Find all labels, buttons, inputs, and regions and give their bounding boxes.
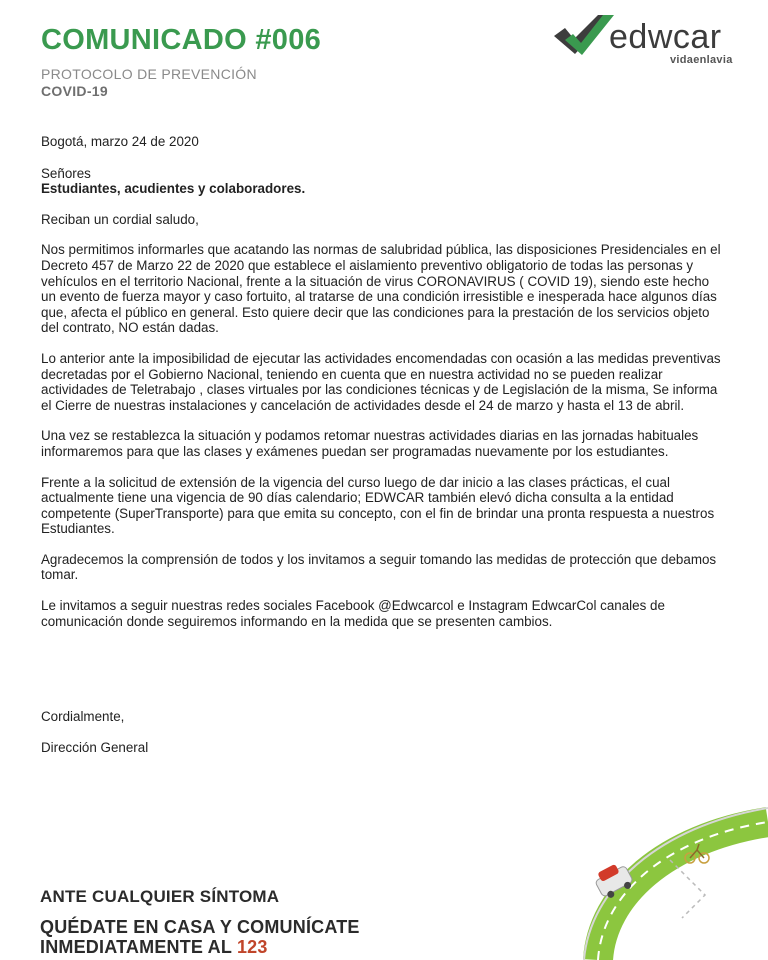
logo-name: edwcar <box>609 18 722 56</box>
signature: Dirección General <box>41 740 149 755</box>
paragraph-4: Frente a la solicitud de extensión de la vigencia del curso luego de dar inicio a las clases prácticas, el cual actualmente tiene una vigencia de 90 días calendario; EDWCAR también elevó dicha consulta a la entidad competente (SuperTransporte) para que emita su concepto, con el fin de brindar una pronta respuesta a nuestros Estudiantes. <box>41 474 715 537</box>
logo-tagline: vidaenlavia <box>670 54 733 66</box>
page-title: COMUNICADO #006 <box>41 24 322 56</box>
recipients: Estudiantes, acudientes y colaboradores. <box>41 181 306 197</box>
letter-date: Bogotá, marzo 24 de 2020 <box>41 134 199 149</box>
paragraph-6: Le invitamos a seguir nuestras redes sociales Facebook @Edwcarcol e Instagram EdwcarCol canales de comunicación donde seguiremos informando en la medida que se presenten cambios. <box>41 598 665 629</box>
footer-line1: ANTE CUALQUIER SÍNTOMA <box>40 887 280 906</box>
paragraph-1: Nos permitimos informarles que acatando las normas de salubridad pública, las disposiciones Presidenciales en el Decreto 457 de Marzo 22 de 2020 que establece el aislamiento preventivo obligatorio de todas las personas y vehículos en el territorio Nacional, frente a la situación de virus CORONAVIRUS ( COVID 19), siendo este hecho un evento de fuerza mayor y caso fortuito, al tratarse de una condición irresistible e inesperada hace algunos días que, afecta el público en general. Esto quiere decir que las condiciones para la prestación de los servicios objeto del contrato, NO están dadas. <box>41 242 721 336</box>
paragraph-3: Una vez se restablezca la situación y podamos retomar nuestras actividades diarias en las jornadas habituales informaremos para que las clases y exámenes puedan ser programadas nuevamente por los estudiantes. <box>41 428 699 459</box>
footer-notice <box>40 887 360 957</box>
letter-body <box>41 134 721 644</box>
subtitle-line1: PROTOCOLO DE PREVENCIÓN <box>41 66 257 82</box>
subtitle <box>41 66 257 100</box>
greeting: Reciban un cordial saludo, <box>41 211 199 227</box>
double-check-icon <box>552 12 616 58</box>
paragraph-2: Lo anterior ante la imposibilidad de ejecutar las actividades encomendadas con ocasión a las medidas preventivas decretadas por el Gobierno Nacional, teniendo en cuenta que en nuestra actividad no se pueden realizar actividades de Teletrabajo , clases virtuales por las condiciones técnicas y de Legislación de la misma, Se informa el Cierre de nuestras instalaciones y cancelación de actividades desde el 24 de marzo y hasta el 13 de abril. <box>41 350 721 413</box>
road-with-car-icon <box>570 800 768 960</box>
subtitle-line2: COVID-19 <box>41 83 108 99</box>
salutation: Señores <box>41 165 91 181</box>
phone-number: 123 <box>236 937 268 957</box>
recipient-block <box>41 166 721 197</box>
paragraph-5: Agradecemos la comprensión de todos y los invitamos a seguir tomando las medidas de protección que debamos tomar. <box>41 551 717 583</box>
footer-line2: QUÉDATE EN CASA Y COMUNÍCATE <box>40 917 360 937</box>
closing: Cordialmente, <box>41 709 125 724</box>
footer-line3 <box>40 937 360 957</box>
logo <box>552 12 752 70</box>
footer-line3-prefix: INMEDIATAMENTE AL <box>40 937 237 957</box>
